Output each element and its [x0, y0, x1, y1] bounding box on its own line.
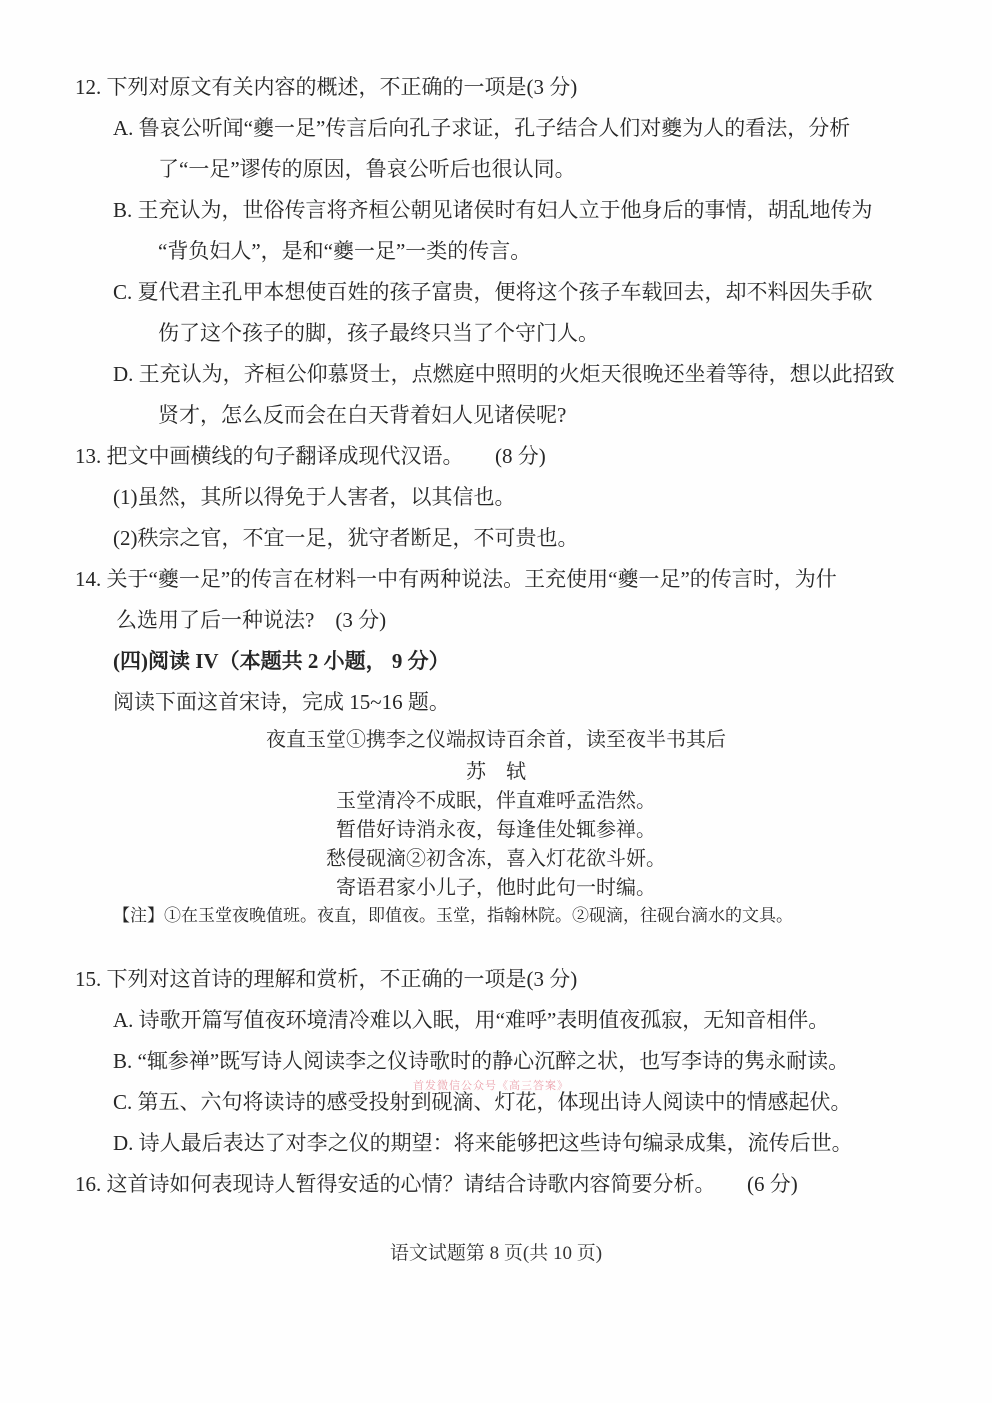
q13-stem: 13. 把文中画横线的句子翻译成现代汉语。 (8 分): [75, 444, 546, 468]
q12-option-a-line2: 了“一足”谬传的原因，鲁哀公听后也很认同。: [158, 157, 576, 181]
poem-line-3: 愁侵砚滴②初含冻，喜入灯花欲斗妍。: [326, 848, 666, 870]
poem-note: 【注】①在玉堂夜晚值班。夜直，即值夜。玉堂，指翰林院。②砚滴，往砚台滴水的文具。: [113, 906, 793, 925]
poem-title: 夜直玉堂①携李之仪端叔诗百余首，读至夜半书其后: [266, 729, 726, 751]
section4-intro: 阅读下面这首宋诗，完成 15~16 题。: [113, 690, 450, 714]
q13-item-2: (2)秩宗之官，不宜一足，犹守者断足，不可贵也。: [113, 526, 579, 550]
q14-line2: 么选用了后一种说法? (3 分): [116, 608, 387, 632]
q15-stem: 15. 下列对这首诗的理解和赏析，不正确的一项是(3 分): [75, 967, 578, 991]
poem-line-4: 寄语君家小儿子，他时此句一时编。: [336, 877, 656, 899]
q12-option-b-line1: B. 王充认为，世俗传言将齐桓公朝见诸侯时有妇人立于他身后的事情，胡乱地传为: [113, 198, 873, 222]
poem-line-2: 暂借好诗消永夜，每逢佳处辄参禅。: [336, 819, 656, 841]
q12-option-d-line2: 贤才，怎么反而会在白天背着妇人见诸侯呢?: [158, 403, 567, 427]
q16-stem: 16. 这首诗如何表现诗人暂得安适的心情？请结合诗歌内容简要分析。 (6 分): [75, 1172, 798, 1196]
poem-line-1: 玉堂清冷不成眠，伴直难呼孟浩然。: [336, 790, 656, 812]
poem-author: 苏 轼: [466, 761, 526, 783]
q12-option-d-line1: D. 王充认为，齐桓公仰慕贤士，点燃庭中照明的火炬天很晚还坐着等待，想以此招致: [113, 362, 895, 386]
q15-option-a: A. 诗歌开篇写值夜环境清冷难以入眠，用“难呼”表明值夜孤寂，无知音相伴。: [113, 1008, 830, 1032]
q12-stem: 12. 下列对原文有关内容的概述，不正确的一项是(3 分): [75, 75, 578, 99]
q15-option-b: B. “辄参禅”既写诗人阅读李之仪诗歌时的静心沉醉之状，也写李诗的隽永耐读。: [113, 1049, 850, 1073]
q12-option-c-line2: 伤了这个孩子的脚，孩子最终只当了个守门人。: [158, 321, 599, 345]
q12-option-c-line1: C. 夏代君主孔甲本想使百姓的孩子富贵，便将这个孩子车载回去，却不料因失手砍: [113, 280, 873, 304]
q12-option-a-line1: A. 鲁哀公听闻“夔一足”传言后向孔子求证，孔子结合人们对夔为人的看法，分析: [113, 116, 851, 140]
q15-option-d: D. 诗人最后表达了对李之仪的期望：将来能够把这些诗句编录成集，流传后世。: [113, 1131, 853, 1155]
q15-option-c: C. 第五、六句将读诗的感受投射到砚滴、灯花，体现出诗人阅读中的情感起伏。: [113, 1090, 852, 1114]
q14-line1: 14. 关于“夔一足”的传言在材料一中有两种说法。王充使用“夔一足”的传言时，为什: [75, 567, 837, 591]
page-footer: 语文试题第 8 页(共 10 页): [389, 1243, 603, 1264]
watermark-text: 首发微信公众号《高三答案》: [413, 1080, 569, 1092]
q13-item-1: (1)虽然，其所以得免于人害者，以其信也。: [113, 485, 516, 509]
q12-option-b-line2: “背负妇人”，是和“夔一足”一类的传言。: [158, 239, 532, 263]
section4-heading: (四)阅读 IV（本题共 2 小题， 9 分）: [113, 649, 450, 673]
